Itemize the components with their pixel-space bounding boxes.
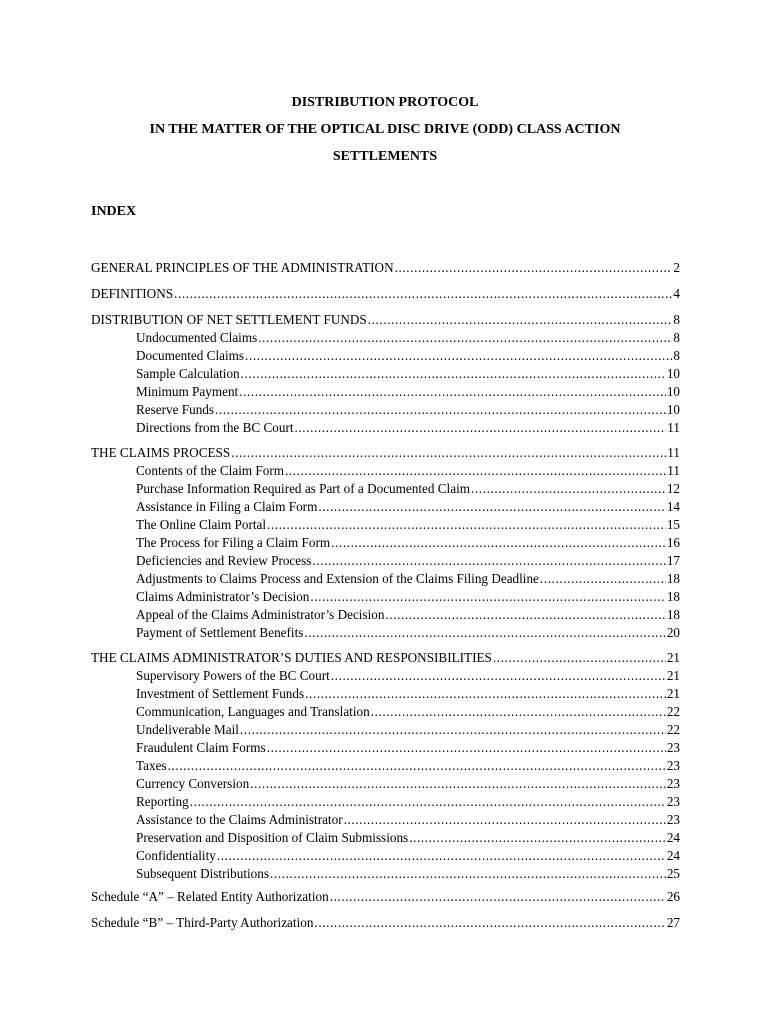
toc-entry-label: Purchase Information Required as Part of a Documented Claim — [136, 481, 470, 496]
toc-dot-leader — [314, 915, 665, 931]
toc-entry-page-number: 18 — [666, 571, 680, 586]
toc-entry-page-number: 4 — [673, 286, 680, 301]
toc-dot-leader — [258, 330, 672, 346]
toc-dot-leader — [295, 420, 667, 436]
toc-entry-page-number: 27 — [666, 915, 680, 930]
toc-dot-leader — [304, 625, 665, 641]
toc-dot-leader — [471, 481, 666, 497]
toc-entry-label: Subsequent Distributions — [136, 866, 269, 881]
toc-dot-leader — [310, 589, 665, 605]
toc-entry-page-number: 18 — [666, 607, 680, 622]
toc-entry-label: DISTRIBUTION OF NET SETTLEMENT FUNDS — [91, 312, 367, 327]
toc-subsection-entry — [136, 740, 680, 756]
toc-entry-page-number: 23 — [666, 740, 680, 755]
toc-dot-leader — [331, 668, 666, 684]
toc-section-entry — [91, 286, 680, 302]
toc-subsection-entry — [136, 758, 680, 774]
toc-subsection-entry — [136, 776, 680, 792]
toc-subsection-entry — [136, 866, 680, 882]
toc-entry-page-number: 11 — [667, 420, 680, 435]
toc-section-entry — [91, 650, 680, 666]
toc-dot-leader — [385, 607, 665, 623]
toc-entry-label: Appeal of the Claims Administrator’s Decision — [136, 607, 385, 622]
toc-subsection-entry — [136, 686, 680, 702]
toc-subsection-entry — [136, 499, 680, 515]
toc-dot-leader — [331, 535, 666, 551]
toc-entry-page-number: 11 — [667, 463, 680, 478]
toc-entry-page-number: 11 — [667, 445, 680, 460]
toc-subsection-entry — [136, 794, 680, 810]
toc-dot-leader — [318, 499, 665, 515]
toc-subsection-entry — [136, 553, 680, 569]
toc-entry-page-number: 26 — [666, 889, 680, 904]
toc-entry-label: GENERAL PRINCIPLES OF THE ADMINISTRATION — [91, 260, 394, 275]
toc-dot-leader — [217, 848, 666, 864]
toc-entry-page-number: 23 — [666, 794, 680, 809]
toc-entry-label: DEFINITIONS — [91, 286, 174, 301]
toc-entry-page-number: 23 — [666, 812, 680, 827]
toc-dot-leader — [241, 366, 666, 382]
toc-entry-label: Confidentiality — [136, 848, 216, 863]
toc-entry-page-number: 2 — [673, 260, 680, 275]
toc-subsection-entry — [136, 384, 680, 400]
toc-section-entry — [91, 889, 680, 905]
toc-entry-label: Sample Calculation — [136, 366, 240, 381]
toc-entry-page-number: 10 — [666, 384, 680, 399]
toc-dot-leader — [344, 812, 666, 828]
toc-entry-label: Reporting — [136, 794, 189, 809]
toc-entry-label: Directions from the BC Court — [136, 420, 294, 435]
toc-entry-page-number: 24 — [666, 848, 680, 863]
toc-entry-label: Undeliverable Mail — [136, 722, 239, 737]
toc-entry-label: THE CLAIMS PROCESS — [91, 445, 231, 460]
toc-entry-page-number: 21 — [666, 668, 680, 683]
toc-subsection-entry — [136, 589, 680, 605]
toc-subsection-entry — [136, 625, 680, 641]
toc-entry-label: Adjustments to Claims Process and Extension of the Claims Filing Deadline — [136, 571, 539, 586]
toc-entry-page-number: 17 — [666, 553, 680, 568]
toc-dot-leader — [305, 686, 666, 702]
toc-entry-page-number: 23 — [666, 776, 680, 791]
toc-dot-leader — [250, 776, 666, 792]
toc-subsection-entry — [136, 668, 680, 684]
toc-entry-label: THE CLAIMS ADMINISTRATOR’S DUTIES AND RESPONSIBILITIES — [91, 650, 492, 665]
toc-dot-leader — [368, 312, 673, 328]
toc-dot-leader — [267, 740, 666, 756]
toc-subsection-entry — [136, 812, 680, 828]
toc-entry-label: Communication, Languages and Translation — [136, 704, 370, 719]
toc-entry-label: Reserve Funds — [136, 402, 215, 417]
toc-section-entry — [91, 312, 680, 328]
toc-entry-label: Claims Administrator’s Decision — [136, 589, 310, 604]
toc-subsection-entry — [136, 481, 680, 497]
toc-dot-leader — [285, 463, 666, 479]
toc-dot-leader — [174, 286, 672, 302]
toc-entry-label: Taxes — [136, 758, 167, 773]
toc-subsection-entry — [136, 722, 680, 738]
toc-entry-page-number: 21 — [666, 686, 680, 701]
toc-entry-page-number: 8 — [673, 330, 680, 345]
toc-dot-leader — [409, 830, 666, 846]
toc-entry-label: Assistance in Filing a Claim Form — [136, 499, 318, 514]
toc-entry-page-number: 22 — [666, 722, 680, 737]
toc-entry-label: Preservation and Disposition of Claim Submissions — [136, 830, 409, 845]
toc-dot-leader — [215, 402, 666, 418]
toc-entry-label: Deficiencies and Review Process — [136, 553, 312, 568]
toc-entry-label: Investment of Settlement Funds — [136, 686, 305, 701]
toc-subsection-entry — [136, 830, 680, 846]
toc-subsection-entry — [136, 420, 680, 436]
toc-entry-label: Schedule “B” – Third-Party Authorization — [91, 915, 314, 930]
toc-entry-label: Minimum Payment — [136, 384, 239, 399]
toc-subsection-entry — [136, 517, 680, 533]
toc-entry-page-number: 10 — [666, 366, 680, 381]
toc-section-entry — [91, 915, 680, 931]
toc-subsection-entry — [136, 848, 680, 864]
toc-subsection-entry — [136, 348, 680, 364]
toc-entry-label: The Process for Filing a Claim Form — [136, 535, 331, 550]
toc-subsection-entry — [136, 535, 680, 551]
toc-entry-page-number: 21 — [666, 650, 680, 665]
toc-dot-leader — [395, 260, 673, 276]
toc-entry-page-number: 24 — [666, 830, 680, 845]
toc-subsection-entry — [136, 402, 680, 418]
toc-dot-leader — [231, 445, 666, 461]
toc-subsection-entry — [136, 366, 680, 382]
toc-entry-page-number: 15 — [666, 517, 680, 532]
toc-entry-page-number: 8 — [673, 312, 680, 327]
document-title-line-1: DISTRIBUTION PROTOCOL — [291, 95, 479, 110]
document-title-line-2: IN THE MATTER OF THE OPTICAL DISC DRIVE (ODD) CLASS ACTION — [149, 122, 621, 137]
toc-dot-leader — [190, 794, 666, 810]
toc-entry-page-number: 18 — [666, 589, 680, 604]
index-heading: INDEX — [91, 204, 137, 219]
toc-entry-label: Documented Claims — [136, 348, 245, 363]
toc-entry-page-number: 12 — [666, 481, 680, 496]
toc-dot-leader — [245, 348, 672, 364]
toc-dot-leader — [168, 758, 666, 774]
toc-entry-page-number: 23 — [666, 758, 680, 773]
toc-dot-leader — [270, 866, 666, 882]
toc-entry-label: Fraudulent Claim Forms — [136, 740, 266, 755]
toc-dot-leader — [330, 889, 666, 905]
toc-entry-label: Currency Conversion — [136, 776, 250, 791]
toc-entry-page-number: 20 — [666, 625, 680, 640]
toc-entry-page-number: 16 — [666, 535, 680, 550]
toc-entry-label: Supervisory Powers of the BC Court — [136, 668, 330, 683]
toc-subsection-entry — [136, 607, 680, 623]
toc-dot-leader — [493, 650, 666, 666]
toc-entry-label: Undocumented Claims — [136, 330, 258, 345]
toc-entry-label: Payment of Settlement Benefits — [136, 625, 304, 640]
toc-subsection-entry — [136, 463, 680, 479]
toc-entry-page-number: 22 — [666, 704, 680, 719]
toc-subsection-entry — [136, 330, 680, 346]
toc-entry-label: Contents of the Claim Form — [136, 463, 284, 478]
toc-section-entry — [91, 445, 680, 461]
toc-dot-leader — [312, 553, 665, 569]
toc-section-entry — [91, 260, 680, 276]
toc-entry-label: The Online Claim Portal — [136, 517, 267, 532]
toc-dot-leader — [371, 704, 666, 720]
toc-subsection-entry — [136, 704, 680, 720]
toc-subsection-entry — [136, 571, 680, 587]
document-title-line-3: SETTLEMENTS — [332, 149, 438, 164]
toc-entry-label: Schedule “A” – Related Entity Authorization — [91, 889, 329, 904]
toc-entry-page-number: 14 — [666, 499, 680, 514]
toc-entry-label: Assistance to the Claims Administrator — [136, 812, 343, 827]
toc-entry-page-number: 25 — [666, 866, 680, 881]
toc-dot-leader — [240, 722, 666, 738]
toc-dot-leader — [540, 571, 666, 587]
toc-entry-page-number: 8 — [673, 348, 680, 363]
toc-dot-leader — [239, 384, 666, 400]
toc-entry-page-number: 10 — [666, 402, 680, 417]
toc-dot-leader — [267, 517, 666, 533]
